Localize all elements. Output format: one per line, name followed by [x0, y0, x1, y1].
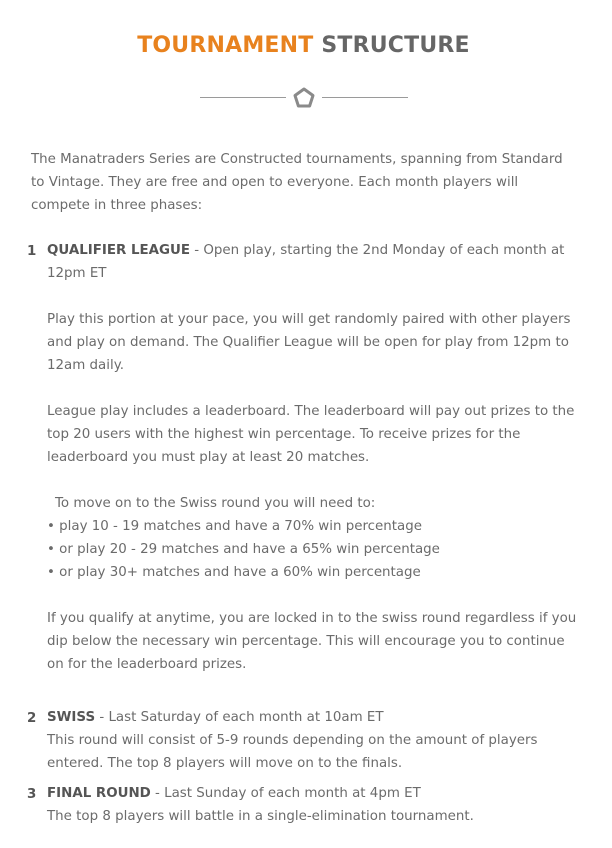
requirements-list	[47, 492, 579, 584]
divider-line-left	[200, 97, 286, 98]
phase-qualifier-league	[27, 239, 579, 676]
intro-text: The Manatraders Series are Constructed tournaments, spanning from Standard to Vintage. They are free and open to everyone. Each month players will compete in three phases:	[31, 152, 563, 213]
phase-name: FINAL ROUND	[47, 786, 151, 801]
pentagon-icon	[292, 87, 316, 109]
phase-name: QUALIFIER LEAGUE	[47, 243, 191, 258]
phase-number: 3	[27, 787, 37, 802]
requirement-item: • or play 20 - 29 matches and have a 65% win percentage	[47, 542, 440, 557]
requirement-item: • or play 30+ matches and have a 60% win percentage	[47, 565, 421, 580]
requirements-intro: To move on to the Swiss round you will need to:	[55, 496, 376, 511]
phase-heading	[47, 706, 579, 729]
phase-heading	[47, 782, 579, 805]
phase-number: 2	[27, 711, 37, 726]
phase-schedule: - Last Sunday of each month at 4pm ET	[150, 786, 421, 801]
title-rest: STRUCTURE	[321, 32, 470, 58]
phase-paragraph: The top 8 players will battle in a single-elimination tournament.	[47, 809, 474, 824]
phase-schedule: - Last Saturday of each month at 10am ET	[95, 710, 384, 725]
phase-schedule: - Open play, starting the 2nd Monday of each month at 12pm ET	[47, 243, 565, 281]
phase-swiss	[27, 706, 579, 775]
phase-paragraph: This round will consist of 5-9 rounds depending on the amount of players entered. The top 8 players will move on to the finals.	[47, 733, 538, 771]
title-divider	[200, 86, 408, 110]
divider-line-right	[322, 97, 408, 98]
phase-paragraph: League play includes a leaderboard. The leaderboard will pay out prizes to the top 20 users with the highest win percentage. To receive prizes for the leaderboard you must play at least 20 matches.	[47, 404, 575, 465]
phase-heading	[47, 239, 579, 285]
phase-paragraph: If you qualify at anytime, you are locked in to the swiss round regardless if you dip below the necessary win percentage. This will encourage you to continue on for the leaderboard prizes.	[47, 611, 577, 672]
phase-final-round	[27, 782, 579, 828]
phase-list	[27, 239, 579, 828]
tournament-content	[27, 148, 579, 828]
page-title	[0, 31, 607, 61]
phase-name: SWISS	[47, 710, 96, 725]
title-accent: TOURNAMENT	[137, 32, 314, 58]
requirement-item: • play 10 - 19 matches and have a 70% win percentage	[47, 519, 422, 534]
phase-paragraph: Play this portion at your pace, you will get randomly paired with other players and play on demand. The Qualifier League will be open for play from 12pm to 12am daily.	[47, 312, 571, 373]
phase-number: 1	[27, 244, 37, 259]
